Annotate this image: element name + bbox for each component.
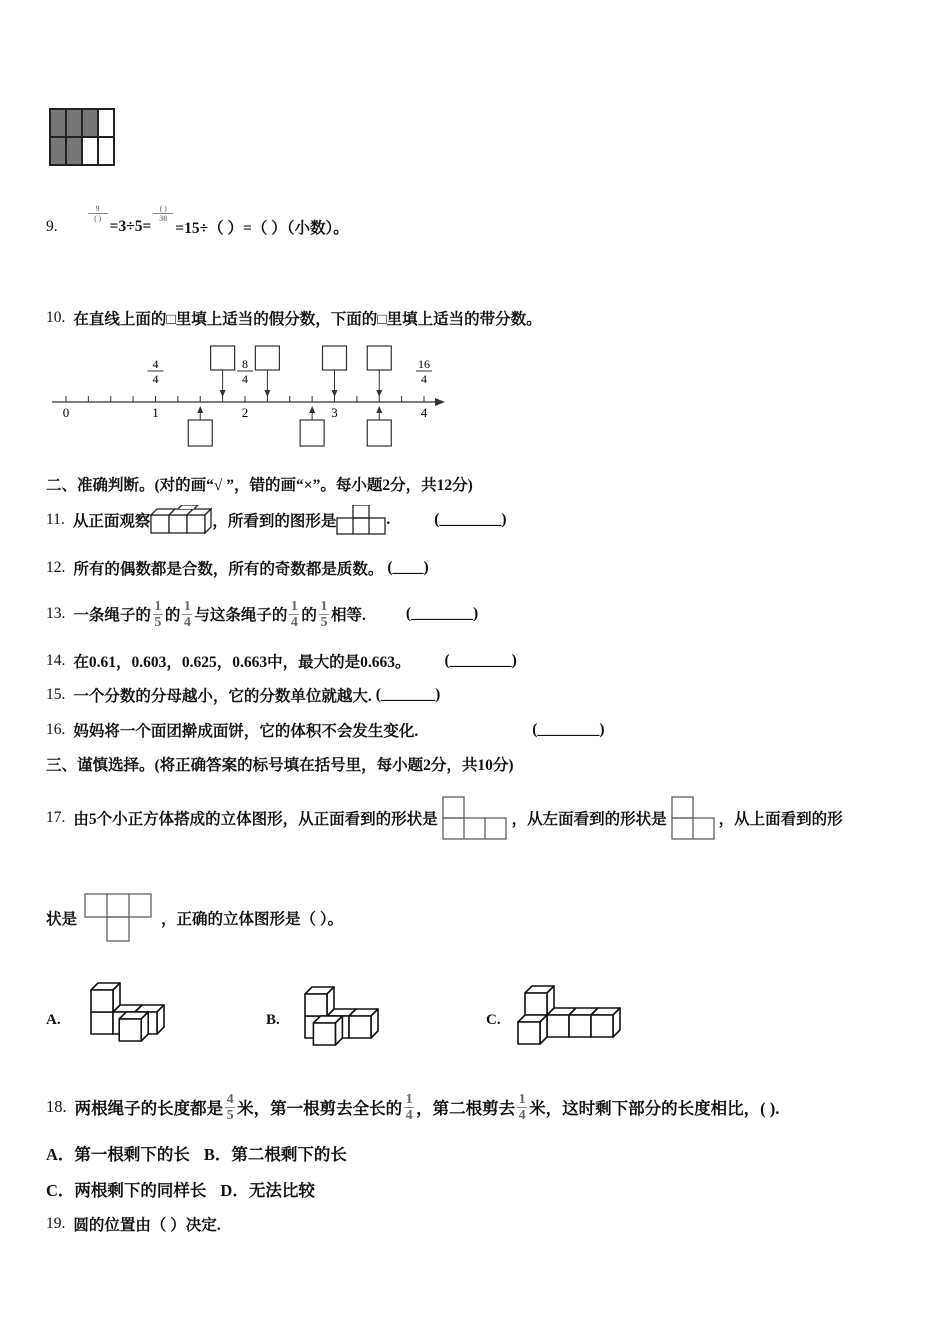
question-11: 11. 从正面观察 ，所看到的图形是 . (________) bbox=[46, 505, 507, 535]
grid-cell bbox=[82, 137, 98, 165]
question-10: 10. 在直线上面的□里填上适当的假分数，下面的□里填上适当的带分数。 bbox=[46, 309, 542, 328]
cube-front-face bbox=[591, 1015, 613, 1037]
axis-label: 3 bbox=[331, 405, 338, 420]
arrow-head bbox=[197, 406, 203, 413]
option-c-solid-figure[interactable] bbox=[516, 974, 626, 1049]
question-9: 9. $\frac{9}{( )}$ =3÷5= $\frac{( )}{30}$ =15÷（ ）=（ ）（小数）。 bbox=[46, 203, 349, 237]
axis-label: 1 bbox=[152, 405, 159, 420]
cube-row-figure bbox=[150, 505, 212, 535]
answer-box-top[interactable] bbox=[255, 346, 279, 370]
option-d[interactable]: D．无法比较 bbox=[220, 1181, 315, 1200]
arrow-head bbox=[376, 406, 382, 413]
answer-box-bottom[interactable] bbox=[300, 420, 324, 446]
question-15: 15. 一个分数的分母越小，它的分数单位就越大. (_______) bbox=[46, 686, 441, 705]
cube-front-face bbox=[119, 1019, 141, 1041]
option-b-label[interactable]: B. bbox=[266, 1012, 280, 1028]
grid-cell bbox=[66, 137, 82, 165]
question-13: 13. 一条绳子的 $\frac{1}{5}$ 的 $\frac{1}{4}$ 与这条绳子的 $\frac{1}{4}$ 的 $\frac{1}{5}$ 相等. (________) bbox=[46, 598, 479, 630]
answer-blank[interactable]: (________) bbox=[532, 721, 605, 738]
left-view-figure bbox=[671, 796, 715, 840]
option-b[interactable]: B．第二根剩下的长 bbox=[203, 1145, 347, 1164]
fraction-label-denominator: 4 bbox=[152, 372, 159, 386]
answer-box-bottom[interactable] bbox=[367, 420, 391, 446]
cube-front-face bbox=[525, 993, 547, 1015]
fraction: $\frac{1}{5}$ bbox=[320, 598, 328, 630]
option-c[interactable]: C．两根剩下的同样长 bbox=[46, 1181, 207, 1200]
question-14: 14. 在0.61，0.603，0.625，0.663中，最大的是0.663。 (________) bbox=[46, 652, 517, 671]
number-line bbox=[40, 340, 460, 452]
arrow-head bbox=[332, 390, 338, 397]
fraction: $\frac{1}{4}$ bbox=[290, 598, 298, 630]
grid-cell bbox=[98, 109, 114, 137]
answer-blank[interactable]: (________) bbox=[444, 652, 517, 669]
question-17-cont: 状是 ，正确的立体图形是（ ）。 bbox=[46, 892, 343, 944]
grid-cell bbox=[50, 137, 66, 165]
axis-arrow bbox=[435, 398, 445, 406]
axis-label: 4 bbox=[420, 405, 428, 420]
option-a-solid-figure[interactable] bbox=[82, 975, 182, 1050]
cube-front-face bbox=[305, 994, 327, 1016]
fraction-label-numerator: 16 bbox=[418, 357, 430, 371]
arrow-head bbox=[376, 390, 382, 397]
grid-cell bbox=[50, 109, 66, 137]
grid-cell bbox=[98, 137, 114, 165]
question-16: 16. 妈妈将一个面团擀成面饼，它的体积不会发生变化. (________) bbox=[46, 721, 605, 740]
arrow-head bbox=[309, 406, 315, 413]
fraction: $\frac{1}{4}$ bbox=[183, 598, 191, 630]
answer-box-top[interactable] bbox=[323, 346, 347, 370]
section-2-heading: 二、准确判断。(对的画“√ ”，错的画“×”。每小题2分，共12分) bbox=[46, 477, 473, 494]
question-19: 19. 圆的位置由（ ）决定. bbox=[46, 1215, 221, 1234]
answer-box-bottom[interactable] bbox=[188, 420, 212, 446]
fraction-label-numerator: 8 bbox=[242, 357, 248, 371]
cube-front-face bbox=[349, 1016, 371, 1038]
grid-cell bbox=[82, 109, 98, 137]
option-a[interactable]: A．第一根剩下的长 bbox=[46, 1145, 190, 1164]
axis-label: 0 bbox=[62, 405, 70, 420]
top-view-figure bbox=[83, 892, 155, 944]
option-b-solid-figure[interactable] bbox=[296, 977, 396, 1052]
question-18-options-ab bbox=[46, 1138, 347, 1168]
cube-front-face bbox=[91, 1012, 113, 1034]
fraction: $\frac{4}{5}$ bbox=[226, 1091, 234, 1123]
question-18-options-cd bbox=[46, 1174, 315, 1204]
cube-front-face bbox=[569, 1015, 591, 1037]
cube-front-face bbox=[518, 1022, 540, 1044]
grid-cell bbox=[66, 109, 82, 137]
front-view-figure bbox=[442, 796, 508, 840]
option-a-label[interactable]: A. bbox=[46, 1012, 61, 1028]
fraction: $\frac{1}{5}$ bbox=[154, 598, 162, 630]
answer-box-top[interactable] bbox=[367, 346, 391, 370]
question-12: 12. 所有的偶数都是合数，所有的奇数都是质数。 (____) bbox=[46, 559, 429, 578]
answer-blank[interactable]: (____) bbox=[387, 559, 429, 576]
cube-front-face bbox=[547, 1015, 569, 1037]
fraction: $\frac{1}{4}$ bbox=[518, 1091, 526, 1123]
axis-label: 2 bbox=[241, 405, 249, 420]
cube-front-face bbox=[313, 1023, 335, 1045]
front-view-figure bbox=[336, 505, 386, 535]
answer-blank[interactable]: (________) bbox=[405, 605, 479, 622]
question-18: 18. 两根绳子的长度都是 $\frac{4}{5}$ 米，第一根剪去全长的 $\frac{1}{4}$ ，第二根剪去 $\frac{1}{4}$ 米，这时剩下部分的长度相比，( ). bbox=[46, 1091, 780, 1123]
fraction-label-denominator: 4 bbox=[421, 372, 427, 386]
arrow-head bbox=[220, 390, 226, 397]
fraction: $\frac{9}{( )}$ bbox=[88, 204, 108, 223]
fraction: $\frac{( )}{30}$ bbox=[153, 204, 173, 223]
answer-blank[interactable]: (________) bbox=[434, 511, 507, 528]
fraction-grid-figure bbox=[48, 107, 118, 167]
answer-box-top[interactable] bbox=[211, 346, 235, 370]
arrow-head bbox=[264, 390, 270, 397]
fraction: $\frac{1}{4}$ bbox=[405, 1091, 413, 1123]
cube-front-face bbox=[91, 990, 113, 1012]
fraction-label-denominator: 4 bbox=[242, 372, 248, 386]
fraction-label-numerator: 4 bbox=[152, 357, 159, 371]
section-3-heading: 三、谨慎选择。(将正确答案的标号填在括号里，每小题2分，共10分) bbox=[46, 757, 514, 774]
question-17: 17. 由5个小正方体搭成的立体图形，从正面看到的形状是 ，从左面看到的形状是 ，从上面看到的形 bbox=[46, 798, 843, 838]
option-c-label[interactable]: C. bbox=[486, 1012, 501, 1028]
answer-blank[interactable]: (_______) bbox=[375, 686, 441, 703]
